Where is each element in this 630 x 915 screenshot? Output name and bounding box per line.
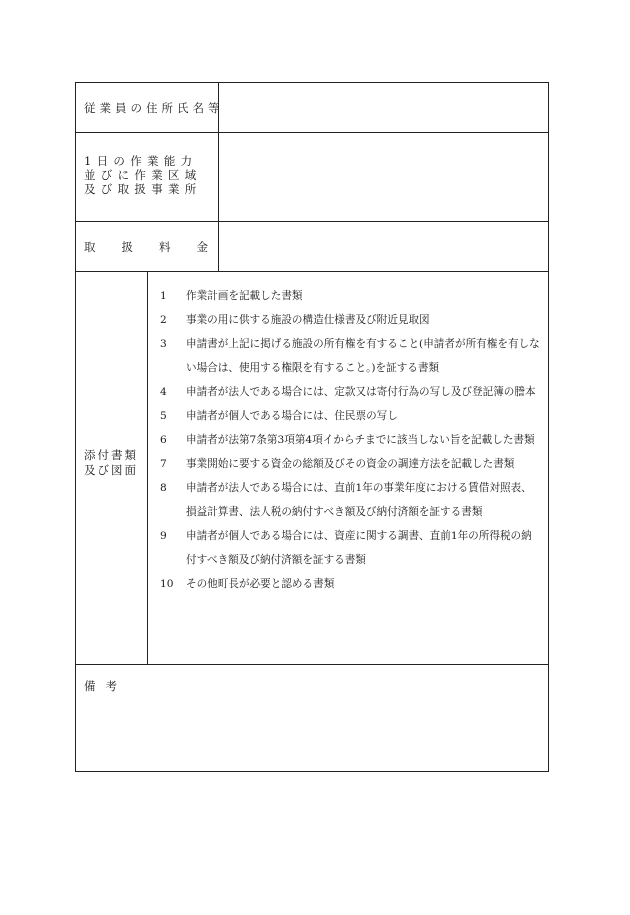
attachment-item bbox=[160, 428, 540, 452]
attachment-number: 9 bbox=[160, 530, 167, 542]
handling-fee-label-char: 料 bbox=[159, 240, 175, 254]
attachment-text: 作業計画を記載した書類 bbox=[186, 290, 303, 302]
handling-fee-label-char: 取 bbox=[84, 240, 100, 254]
remarks-row bbox=[76, 665, 548, 771]
attachment-number: 10 bbox=[160, 578, 174, 590]
employee-address-field[interactable] bbox=[219, 83, 548, 132]
remarks-label: 備考 bbox=[84, 679, 127, 693]
attachment-item bbox=[160, 476, 540, 524]
attachment-number: 8 bbox=[160, 482, 167, 494]
handling-fee-label bbox=[76, 222, 219, 271]
attachment-text: 申請者が法人である場合には、直前1年の事業年度における賃借対照表、損益計算書、法人税の納付すべき額及び納付済額を証する書類 bbox=[186, 482, 532, 518]
remarks-field[interactable] bbox=[76, 699, 548, 771]
attachment-number: 6 bbox=[160, 434, 167, 446]
handling-fee-label-char: 扱 bbox=[121, 240, 137, 254]
employee-address-label: 従業員の住所氏名等 bbox=[76, 83, 219, 132]
attachments-label-line: 添付書類 bbox=[84, 448, 138, 462]
attachment-item bbox=[160, 332, 540, 380]
attachment-item bbox=[160, 308, 540, 332]
attachment-item bbox=[160, 524, 540, 572]
attachments-list-cell bbox=[148, 272, 548, 664]
attachments-row bbox=[76, 272, 548, 665]
employee-address-row bbox=[76, 83, 548, 133]
attachments-list bbox=[148, 272, 548, 596]
attachments-label bbox=[76, 272, 148, 664]
attachment-item bbox=[160, 380, 540, 404]
work-capacity-label bbox=[76, 133, 219, 221]
attachment-text: 申請者が法第7条第3項第4項イからチまでに該当しない旨を記載した書類 bbox=[186, 434, 535, 446]
attachment-text: 事業の用に供する施設の構造仕様書及び附近見取図 bbox=[186, 314, 430, 326]
attachments-label-line: 及び図面 bbox=[84, 463, 138, 477]
attachment-item bbox=[160, 404, 540, 428]
attachment-number: 7 bbox=[160, 458, 167, 470]
attachment-number: 3 bbox=[160, 338, 167, 350]
handling-fee-row bbox=[76, 222, 548, 272]
handling-fee-label-char: 金 bbox=[196, 240, 212, 254]
attachment-text: 申請書が上記に掲げる施設の所有権を有すること(申請者が所有権を有しない場合は、使用する権限を有すること。)を証する書類 bbox=[186, 338, 540, 374]
attachment-text: 申請者が個人である場合には、住民票の写し bbox=[186, 410, 398, 422]
work-capacity-label-line: 1日の作業能力 bbox=[84, 154, 198, 168]
attachment-text: 事業開始に要する資金の総額及びその資金の調達方法を記載した書類 bbox=[186, 458, 515, 470]
attachment-text: 申請者が個人である場合には、資産に関する調書、直前1年の所得税の納付すべき額及び納付済額を証する書類 bbox=[186, 530, 532, 566]
work-capacity-row bbox=[76, 133, 548, 222]
attachment-text: その他町長が必要と認める書類 bbox=[186, 578, 335, 590]
handling-fee-field[interactable] bbox=[219, 222, 548, 271]
work-capacity-label-line: 並びに作業区域 bbox=[84, 168, 202, 182]
attachment-text: 申請者が法人である場合には、定款又は寄付行為の写し及び登記簿の謄本 bbox=[186, 386, 536, 398]
attachment-number: 4 bbox=[160, 386, 167, 398]
attachment-item bbox=[160, 452, 540, 476]
attachment-number: 1 bbox=[160, 290, 167, 302]
attachment-number: 5 bbox=[160, 410, 167, 422]
attachment-item bbox=[160, 284, 540, 308]
attachment-number: 2 bbox=[160, 314, 167, 326]
application-form-table bbox=[75, 82, 549, 772]
work-capacity-field[interactable] bbox=[219, 133, 548, 221]
work-capacity-label-line: 及び取扱事業所 bbox=[84, 182, 202, 196]
attachment-item bbox=[160, 572, 540, 596]
